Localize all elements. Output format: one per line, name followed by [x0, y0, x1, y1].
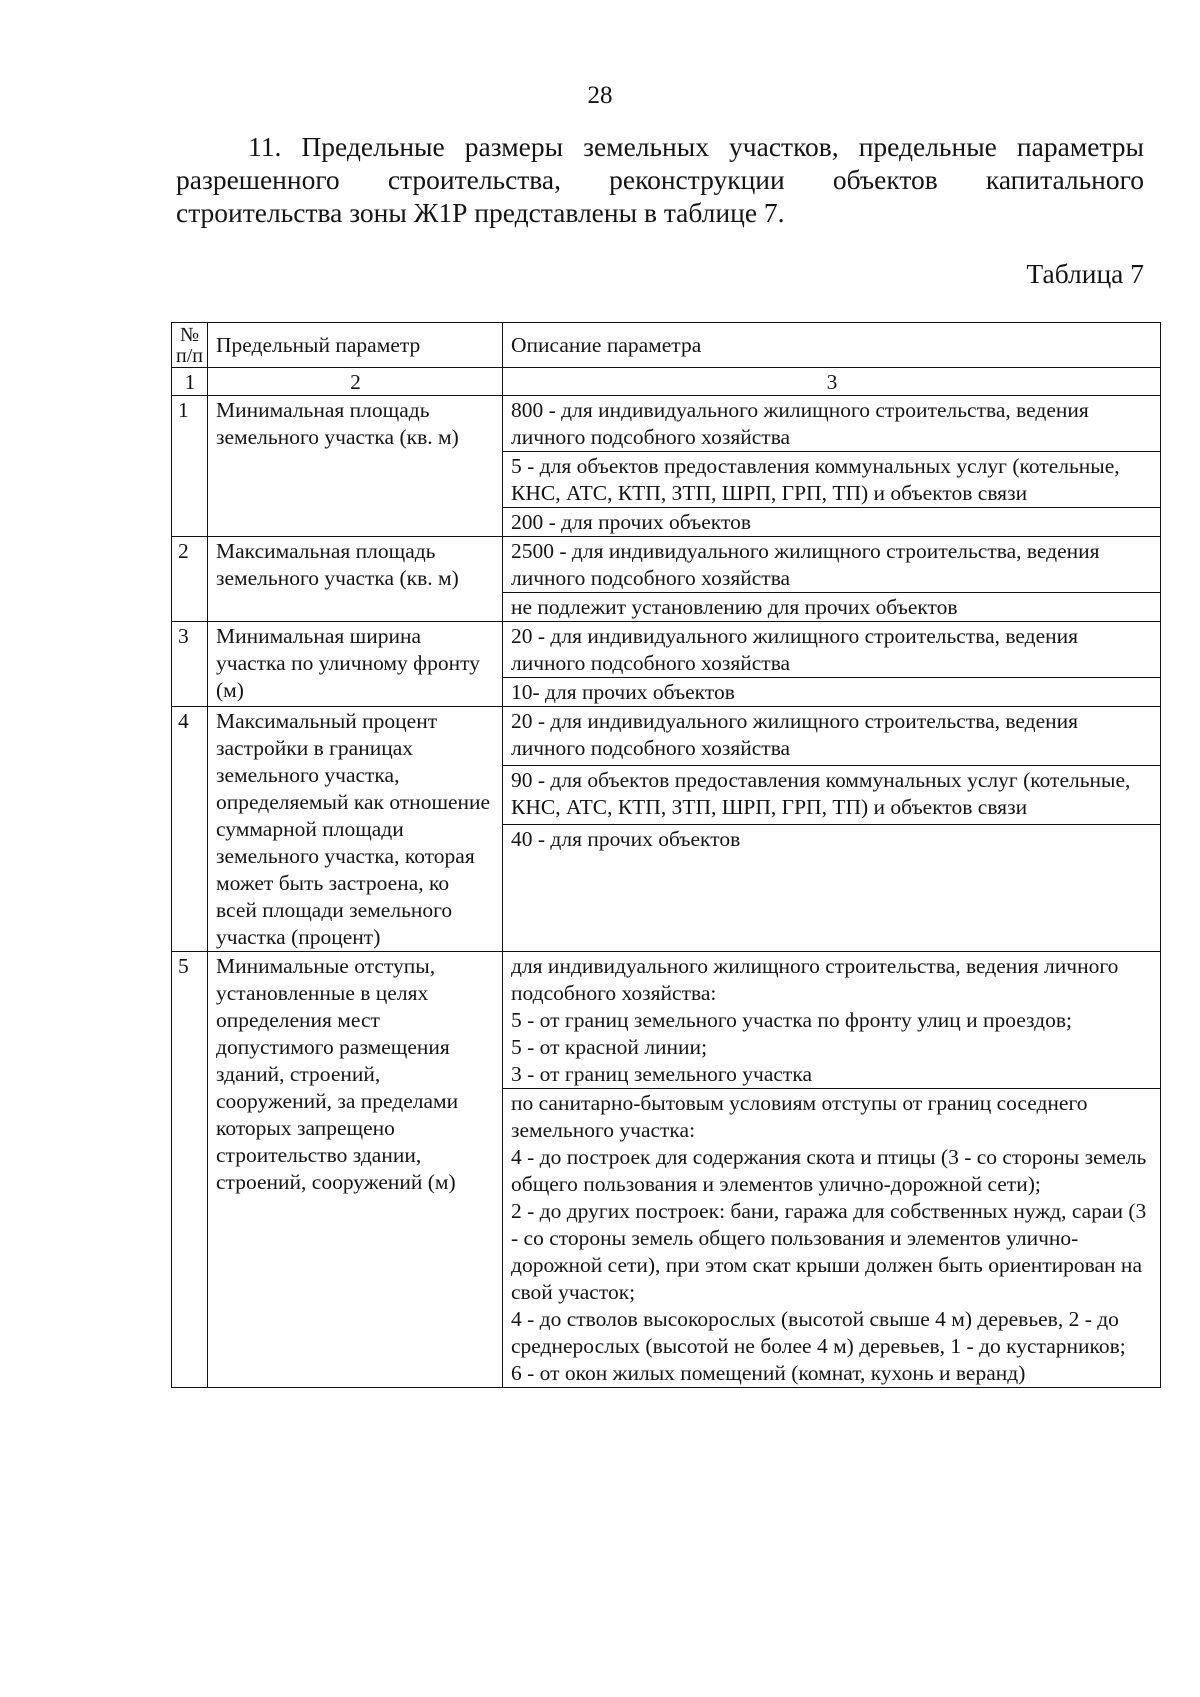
column-index-2: 2: [208, 368, 503, 396]
desc-line: 2 - до других построек: бани, гаража для собственных нужд, сараи (3 - со стороны земель общего пользования и элементов улично-дорожной сети), при этом скат крыши должен быть ориентирован на свой участок;: [511, 1199, 1147, 1304]
row-desc: 20 - для индивидуального жилищного строительства, ведения личного подсобного хозяйства: [503, 622, 1161, 678]
intro-paragraph: [176, 130, 1144, 229]
row-param: Минимальная ширина участка по уличному фронту (м): [208, 622, 503, 707]
desc-line: для индивидуального жилищного строительства, ведения личного подсобного хозяйства:: [511, 954, 1119, 1005]
column-index-3: 3: [503, 368, 1161, 396]
table-row: [172, 622, 1161, 678]
row-param: Максимальная площадь земельного участка (кв. м): [208, 537, 503, 622]
row-desc: 800 - для индивидуального жилищного строительства, ведения личного подсобного хозяйства: [503, 396, 1161, 452]
table-row: [172, 707, 1161, 766]
table-caption: Таблица 7: [1026, 258, 1144, 289]
row-desc: 10- для прочих объектов: [503, 678, 1161, 707]
desc-line: по санитарно-бытовым условиям отступы от границ соседнего земельного участка:: [511, 1091, 1088, 1142]
row-desc: не подлежит установлению для прочих объектов: [503, 593, 1161, 622]
desc-line: 6 - от окон жилых помещений (комнат, кухонь и веранд): [511, 1361, 1026, 1385]
row-param: Максимальный процент застройки в границах земельного участка, определяемый как отношение суммарной площади земельного участка, которая может быть застроена, ко всей площади земельного участка (процент): [208, 707, 503, 952]
header-param: Предельный параметр: [208, 323, 503, 368]
row-desc: 40 - для прочих объектов: [503, 825, 1161, 952]
desc-line: 4 - до построек для содержания скота и птицы (3 - со стороны земель общего пользования и элементов улично-дорожной сети);: [511, 1145, 1147, 1196]
column-index-1: 1: [172, 368, 208, 396]
parameters-table: [171, 322, 1161, 1388]
desc-line: 5 - от красной линии;: [511, 1035, 708, 1059]
table-row: [172, 396, 1161, 452]
table-row: [172, 952, 1161, 1089]
table-row: [172, 537, 1161, 593]
row-param: Минимальные отступы, установленные в целях определения мест допустимого размещения зданий, строений, сооружений, за пределами которых запрещено строительство здании, строений, сооружений (м): [208, 952, 503, 1388]
page-number: 28: [587, 82, 613, 109]
intro-text: 11. Предельные размеры земельных участков, предельные параметры разрешенного строительства, реконструкции объектов капитального строительства зоны Ж1Р представлены в таблице 7.: [176, 131, 1144, 228]
desc-line: 3 - от границ земельного участка: [511, 1062, 812, 1086]
header-desc: Описание параметра: [503, 323, 1161, 368]
row-num: 3: [172, 622, 208, 707]
row-desc: 2500 - для индивидуального жилищного строительства, ведения личного подсобного хозяйства: [503, 537, 1161, 593]
row-param: Минимальная площадь земельного участка (кв. м): [208, 396, 503, 537]
row-desc: 20 - для индивидуального жилищного строительства, ведения личного подсобного хозяйства: [503, 707, 1161, 766]
row-desc: 200 - для прочих объектов: [503, 508, 1161, 537]
row-num: 2: [172, 537, 208, 622]
row-desc-list: [503, 952, 1161, 1089]
row-num: 5: [172, 952, 208, 1388]
row-desc: 90 - для объектов предоставления коммунальных услуг (котельные, КНС, АТС, КТП, ЗТП, ШРП, ГРП, ТП) и объектов связи: [503, 766, 1161, 825]
column-index-row: [172, 368, 1161, 396]
desc-line: 4 - до стволов высокорослых (высотой свыше 4 м) деревьев, 2 - до среднерослых (высотой не более 4 м) деревьев, 1 - до кустарников;: [511, 1307, 1126, 1358]
table-header-row: [172, 323, 1161, 368]
row-desc: 5 - для объектов предоставления коммунальных услуг (котельные, КНС, АТС, КТП, ЗТП, ШРП, ГРП, ТП) и объектов связи: [503, 452, 1161, 508]
row-num: 1: [172, 396, 208, 537]
desc-line: 5 - от границ земельного участка по фронту улиц и проездов;: [511, 1008, 1072, 1032]
header-num: № п/п: [172, 323, 208, 368]
row-desc-list: [503, 1089, 1161, 1388]
row-num: 4: [172, 707, 208, 952]
